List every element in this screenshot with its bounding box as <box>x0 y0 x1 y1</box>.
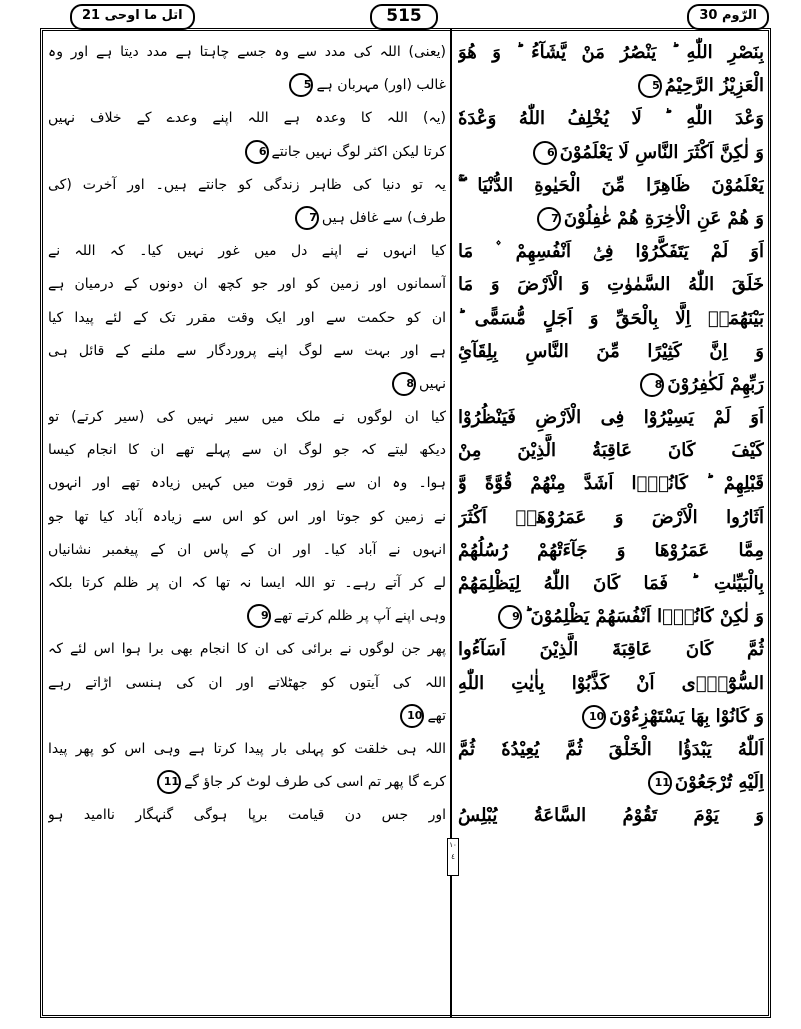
arabic-line <box>458 600 764 633</box>
header-surah-label: الرّوم 30 <box>687 4 769 30</box>
urdu-line <box>48 401 446 434</box>
urdu-line-text: کیا انہوں نے اپنے دل میں غور نہیں کیا۔ کہ اللہ نے <box>48 243 446 260</box>
urdu-line-text: کیا ان لوگوں نے ملک میں سیر نہیں کی (سیر کرتے) تو <box>48 409 446 426</box>
urdu-line <box>48 36 446 69</box>
arabic-line-text: بِنَصْرِ اللّٰهِ ؕ یَنْصُرُ مَنْ یَّشَآءُ ؕ وَ هُوَ <box>458 42 764 63</box>
urdu-line <box>48 667 446 700</box>
arabic-line <box>458 235 764 268</box>
arabic-line-text: یَعْلَمُوْنَ ظَاهِرًا مِّنَ الْحَیٰوةِ الدُّنْیَا ۖۚ <box>458 174 764 196</box>
arabic-line-text: وَ لٰكِنَّ اَكْثَرَ النَّاسِ لَا یَعْلَمُوْنَ <box>559 141 764 163</box>
urdu-line <box>48 268 446 301</box>
urdu-line-text: ہوا۔ وہ ان سے زور قوت میں کہیں زیادہ تھے اور انہوں <box>48 475 446 492</box>
urdu-line <box>48 69 446 102</box>
ayah-number-marker: 7 <box>537 207 561 231</box>
urdu-line <box>48 534 446 567</box>
urdu-line-text: وہی اپنے آپ پر ظلم کرتے تھے <box>273 608 446 625</box>
urdu-line-text: طرف) سے غافل ہیں <box>321 209 446 226</box>
urdu-line-text: اللہ ہی خلقت کو پہلی بار پیدا کرتا ہے وہی اس کو پھر پیدا <box>48 740 446 757</box>
arabic-line-text: ثُمَّ كَانَ عَاقِبَةَ الَّذِیْنَ اَسَآءُوا <box>458 639 764 661</box>
urdu-line <box>48 733 446 766</box>
arabic-line-text: قَبْلِهِمْ ؕ كَانُوْۤا اَشَدَّ مِنْهُمْ قُوَّةً وَّ <box>458 473 764 495</box>
ayah-number-marker: 10 <box>582 705 606 729</box>
urdu-line-text: پھر جن لوگوں نے برائی کی ان کا انجام بھی برا ہوا اس لئے کہ <box>48 641 446 658</box>
arabic-line-text: بَیْنَهُمَاۤ اِلَّا بِالْحَقِّ وَ اَجَلٍ مُّسَمًّی ؕ <box>458 307 764 329</box>
urdu-line-text: یہ تو دنیا کی ظاہر زندگی کو جانتے ہیں۔ اور آخرت (کی <box>48 176 446 193</box>
urdu-line-text: انہوں نے آباد کیا۔ اور ان کے پاس ان کے پیغمبر نشانیاں <box>48 541 446 558</box>
arabic-line <box>458 567 764 600</box>
urdu-line-text: کرتا لیکن اکثر لوگ نہیں جانتے <box>271 143 446 160</box>
urdu-line-text: نہیں <box>419 375 446 392</box>
arabic-line <box>458 534 764 567</box>
arabic-line <box>458 633 764 666</box>
ayah-number-marker: 8 <box>640 373 664 397</box>
ayah-number-marker: 8 <box>392 372 416 396</box>
urdu-line <box>48 169 446 202</box>
urdu-line-text: آسمانوں اور زمین کو اور جو کچھ ان دونوں کے درمیان ہے <box>48 276 446 293</box>
arabic-line <box>458 799 764 832</box>
arabic-line-text: وَعْدَ اللّٰهِ ؕ لَا یُخْلِفُ اللّٰهُ وَعْدَهٗ <box>458 108 764 130</box>
ayah-number-marker: 11 <box>648 771 672 795</box>
arabic-line <box>458 202 764 235</box>
arabic-line-text: اَوَ لَمْ یَتَفَكَّرُوْا فِیْۤ اَنْفُسِهِمْ ۫ مَا <box>458 241 764 263</box>
page-number: 515 <box>370 4 438 30</box>
urdu-line <box>48 600 446 633</box>
urdu-line-text: ان کو حکمت سے اور ایک وقت مقرر تک کے لئے پیدا کیا <box>48 309 446 326</box>
arabic-line <box>458 401 764 434</box>
urdu-line-text: غالب (اور) مہربان ہے <box>316 77 446 94</box>
arabic-line <box>458 368 764 401</box>
urdu-line-text: کرے گا پھر تم اسی کی طرف لوٹ کر جاؤ گے <box>184 774 446 791</box>
urdu-line-text: (یعنی) اللہ کی مدد سے وہ جسے چاہتا ہے مدد دیتا ہے اور وہ <box>48 44 446 60</box>
urdu-line <box>48 766 446 799</box>
urdu-line <box>48 368 446 401</box>
urdu-line <box>48 567 446 600</box>
arabic-line <box>458 36 764 69</box>
ayah-number-marker: 7 <box>295 206 319 230</box>
arabic-line <box>458 335 764 368</box>
arabic-line <box>458 69 764 102</box>
ayah-number-marker: 11 <box>157 770 181 794</box>
urdu-line-text: نے زمین کو جوتا اور اس کو اس سے زیادہ آباد کیا تھا جو <box>48 508 446 525</box>
arabic-line-text: بِالْبَیِّنٰتِ ؕ فَمَا كَانَ اللّٰهُ لِیَظْلِمَهُمْ <box>458 573 764 594</box>
urdu-line <box>48 799 446 832</box>
arabic-line-text: وَ كَانُوْا بِهَا یَسْتَهْزِءُوْنَ <box>609 705 764 727</box>
arabic-line-text: كَیْفَ كَانَ عَاقِبَةُ الَّذِیْنَ مِنْ <box>458 440 764 462</box>
arabic-line-text: اِلَیْهِ تُرْجَعُوْنَ <box>674 772 764 794</box>
arabic-line-text: اَثَارُوا الْاَرْضَ وَ عَمَرُوْهَاۤ اَكْثَرَ <box>458 506 764 528</box>
urdu-line <box>48 335 446 368</box>
arabic-line-text: وَ هُمْ عَنِ الْاٰخِرَةِ هُمْ غٰفِلُوْنَ <box>563 207 764 229</box>
arabic-line-text: وَ اِنَّ كَثِیْرًا مِّنَ النَّاسِ بِلِقَآئِ <box>458 340 764 362</box>
arabic-line-text: اَوَ لَمْ یَسِیْرُوْا فِی الْاَرْضِ فَیَنْظُرُوْا <box>458 407 764 429</box>
urdu-line-text: لے کر آتے رہے۔ تو اللہ ایسا نہ تھا کہ ان پر ظلم کرتا بلکہ <box>48 575 446 591</box>
arabic-line <box>458 102 764 135</box>
ayah-number-marker: 6 <box>245 140 269 164</box>
ayah-number-marker: 9 <box>498 605 522 629</box>
arabic-line-text: اَللّٰهُ یَبْدَؤُا الْخَلْقَ ثُمَّ یُعِیْدُهٗ ثُمَّ <box>458 738 764 760</box>
urdu-line-text: اور جس دن قیامت برپا ہوگی گنہگار ناامید ہو <box>48 807 446 824</box>
arabic-column <box>458 36 764 833</box>
urdu-line-text: دیکھ لیتے کہ جو لوگ ان سے پہلے تھے ان کا انجام کیسا <box>48 442 446 459</box>
urdu-line <box>48 302 446 335</box>
arabic-line <box>458 766 764 799</box>
urdu-line <box>48 434 446 467</box>
urdu-line <box>48 136 446 169</box>
arabic-line-text: السُّوْٓاٰۤی اَنْ كَذَّبُوْا بِاٰیٰتِ اللّٰهِ <box>458 672 764 694</box>
arabic-line <box>458 667 764 700</box>
arabic-line <box>458 268 764 301</box>
urdu-line <box>48 501 446 534</box>
urdu-line <box>48 235 446 268</box>
urdu-line-text: (یہ) اللہ کا وعدہ ہے اللہ اپنے وعدے کے خلاف نہیں <box>48 110 446 127</box>
arabic-line <box>458 136 764 169</box>
urdu-line-text: اللہ کی آیتوں کو جھٹلاتے اور ان کی ہنسی اڑاتے رہے <box>48 674 446 691</box>
urdu-line <box>48 102 446 135</box>
arabic-line-text: رَبِّهِمْ لَكٰفِرُوْنَ <box>667 373 764 395</box>
ayah-number-marker: 5 <box>638 74 662 98</box>
ruku-marker: ١٠ ٤ <box>447 838 459 876</box>
arabic-line <box>458 302 764 335</box>
urdu-column <box>48 36 446 833</box>
urdu-line <box>48 700 446 733</box>
header-juz-label: اتل ما اوحی 21 <box>70 4 195 30</box>
arabic-line <box>458 169 764 202</box>
arabic-line <box>458 434 764 467</box>
ayah-number-marker: 10 <box>400 704 424 728</box>
arabic-line <box>458 733 764 766</box>
arabic-line <box>458 700 764 733</box>
urdu-line <box>48 633 446 666</box>
urdu-line <box>48 202 446 235</box>
arabic-line-text: وَ لٰكِنْ كَانُوْۤا اَنْفُسَهُمْ یَظْلِمُوْنَ ؕ <box>524 606 764 628</box>
arabic-line <box>458 501 764 534</box>
urdu-line <box>48 467 446 500</box>
arabic-line-text: مِمَّا عَمَرُوْهَا وَ جَآءَتْهُمْ رُسُلُهُمْ <box>458 539 764 561</box>
ayah-number-marker: 9 <box>247 604 271 628</box>
arabic-line <box>458 467 764 500</box>
arabic-line-text: خَلَقَ اللّٰهُ السَّمٰوٰتِ وَ الْاَرْضَ وَ مَا <box>458 274 764 296</box>
arabic-line-text: وَ یَوْمَ تَقُوْمُ السَّاعَةُ یُبْلِسُ <box>458 805 764 827</box>
urdu-line-text: ہے اور بہت سے لوگ اپنے پروردگار سے ملنے کے قائل ہی <box>48 342 446 359</box>
arabic-line-text: الْعَزِیْزُ الرَّحِیْمُ <box>664 75 764 97</box>
ayah-number-marker: 6 <box>533 141 557 165</box>
ayah-number-marker: 5 <box>289 73 313 97</box>
urdu-line-text: تھے <box>427 707 446 724</box>
